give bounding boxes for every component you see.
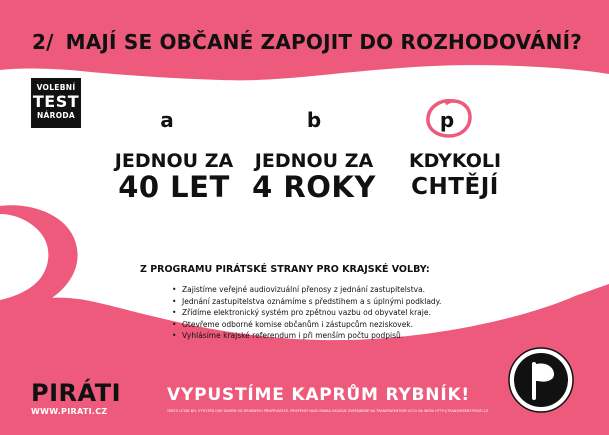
option-p-letter: p xyxy=(439,108,455,132)
badge-line-1: VOLEBNÍ xyxy=(36,83,76,92)
program-item: • Vyhlásíme krajské referendum i při menším počtu podpisů. xyxy=(172,330,492,342)
option-b-line-1: JEDNOU ZA xyxy=(254,150,374,172)
volebni-test-badge xyxy=(31,78,81,128)
slogan: VYPUSTÍME KAPRŮM RYBNÍK! xyxy=(167,385,470,405)
question-number: 2/ xyxy=(32,30,54,54)
program-item: • Zřídíme elektronický systém pro zpětnou vazbu od obyvatel kraje. xyxy=(172,307,492,319)
option-a-line-1: JEDNOU ZA xyxy=(114,150,234,172)
program-title: Z PROGRAMU PIRÁTSKÉ STRANY PRO KRAJSKÉ VOLBY: xyxy=(140,264,430,275)
option-b-letter: b xyxy=(306,108,322,132)
option-a-letter: a xyxy=(160,108,174,132)
pirate-flag-logo-icon xyxy=(507,346,575,414)
option-p-line-2: CHTĚJÍ xyxy=(411,174,499,200)
program-item: • Jednání zastupitelstva oznámíme s předstihem a s úplnými podklady. xyxy=(172,296,492,308)
brand-name: PIRÁTI xyxy=(31,379,122,407)
question-text: MAJÍ SE OBČANÉ ZAPOJIT DO ROZHODOVÁNÍ? xyxy=(65,30,583,54)
option-b-line-2: 4 ROKY xyxy=(252,170,376,204)
brand-url: WWW.PIRATI.CZ xyxy=(31,407,108,416)
program-item: • Otevřeme odborné komise občanům i zástupcům neziskovek. xyxy=(172,319,492,331)
fineprint: TENTO LETÁK BYL VYTIŠTĚN DÍKY DARŮM OD DROBNÝCH PŘISPĚVATELŮ. PŘISPĚVKY NAŠE BANKA UKAZUJE ZVEŘEJNĚNÉ NA TRANSPARENTNÍM ÚČTU NA WEBU HTTP://TRANSPARENT.PIRATI.CZ xyxy=(167,409,489,413)
badge-line-3: NÁRODA xyxy=(36,110,76,120)
badge-line-2: TEST xyxy=(32,91,80,111)
header-question xyxy=(32,30,592,54)
option-p-line-1: KDYKOLI xyxy=(408,150,502,172)
option-a-line-2: 40 LET xyxy=(118,170,230,204)
program-item: • Zajistíme veřejné audiovizuální přenosy z jednání zastupitelstva. xyxy=(172,284,492,296)
program-list xyxy=(172,284,492,342)
